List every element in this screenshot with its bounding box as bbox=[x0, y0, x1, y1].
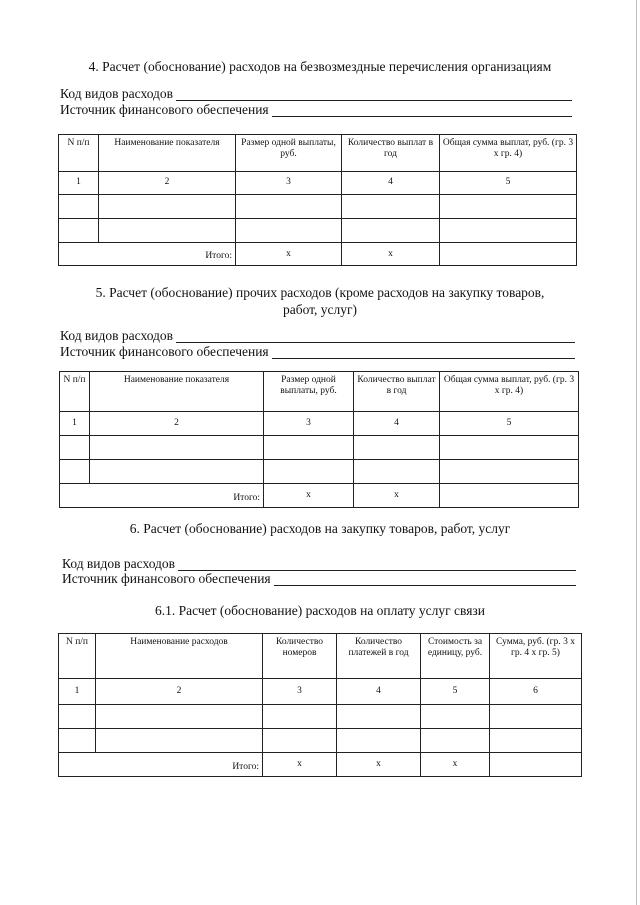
column-number: 4 bbox=[342, 172, 440, 195]
table-cell[interactable] bbox=[337, 729, 421, 753]
section6-code-label: Код видов расходов bbox=[62, 556, 176, 571]
section4-title: 4. Расчет (обоснование) расходов на безвозмездные перечисления организациям bbox=[88, 59, 552, 74]
table-cell[interactable] bbox=[60, 460, 90, 484]
table-cell[interactable] bbox=[342, 195, 440, 219]
table-row bbox=[59, 195, 577, 219]
header-cell: Размер одной выплаты, руб. bbox=[264, 372, 354, 412]
column-number: 1 bbox=[59, 679, 96, 705]
table-cell[interactable] bbox=[96, 705, 263, 729]
table-cell[interactable] bbox=[440, 460, 579, 484]
x-mark: х bbox=[263, 753, 337, 777]
page-edge-line bbox=[636, 0, 637, 905]
column-number: 4 bbox=[337, 679, 421, 705]
table-total-row bbox=[59, 753, 582, 777]
table-cell[interactable] bbox=[342, 219, 440, 243]
header-cell: Сумма, руб. (гр. 3 х гр. 4 х гр. 5) bbox=[490, 634, 582, 679]
table-cell[interactable] bbox=[440, 243, 577, 266]
section6-source-label: Источник финансового обеспечения bbox=[62, 571, 271, 586]
column-number: 5 bbox=[440, 172, 577, 195]
section4-source-field bbox=[60, 102, 572, 117]
x-mark: х bbox=[421, 753, 490, 777]
table-cell[interactable] bbox=[490, 729, 582, 753]
section61-title: 6.1. Расчет (обоснование) расходов на оплату услуг связи bbox=[155, 603, 485, 618]
table-cell[interactable] bbox=[354, 460, 440, 484]
table-header-row bbox=[60, 372, 579, 412]
section6-code-line[interactable] bbox=[178, 558, 576, 571]
column-number: 5 bbox=[440, 412, 579, 436]
total-label: Итого: bbox=[60, 484, 264, 508]
table-total-row bbox=[59, 243, 577, 266]
table-cell[interactable] bbox=[354, 436, 440, 460]
section5-code-line[interactable] bbox=[176, 330, 575, 343]
x-mark: х bbox=[337, 753, 421, 777]
header-cell: Наименование показателя bbox=[99, 135, 236, 172]
header-cell: N п/п bbox=[60, 372, 90, 412]
table-cell[interactable] bbox=[440, 219, 577, 243]
table-cell[interactable] bbox=[59, 195, 99, 219]
column-number: 2 bbox=[90, 412, 264, 436]
table-cell[interactable] bbox=[421, 729, 490, 753]
header-cell: Количество номеров bbox=[263, 634, 337, 679]
column-number: 3 bbox=[263, 679, 337, 705]
header-cell: Общая сумма выплат, руб. (гр. 3 х гр. 4) bbox=[440, 135, 577, 172]
section5-title: 5. Расчет (обоснование) прочих расходов (кроме расходов на закупку товаров, работ, услуг) bbox=[95, 285, 545, 317]
column-number: 2 bbox=[96, 679, 263, 705]
header-cell: Наименование показателя bbox=[90, 372, 264, 412]
table-total-row bbox=[60, 484, 579, 508]
table-row bbox=[59, 219, 577, 243]
header-cell: N п/п bbox=[59, 135, 99, 172]
table-number-row bbox=[59, 679, 582, 705]
section4-code-field bbox=[60, 86, 572, 101]
table-cell[interactable] bbox=[440, 436, 579, 460]
section61-table bbox=[58, 633, 582, 777]
section5-code-label: Код видов расходов bbox=[60, 328, 174, 343]
section5-code-field bbox=[60, 328, 575, 343]
table-row bbox=[59, 705, 582, 729]
table-cell[interactable] bbox=[59, 219, 99, 243]
column-number: 5 bbox=[421, 679, 490, 705]
table-cell[interactable] bbox=[490, 705, 582, 729]
total-label: Итого: bbox=[59, 753, 263, 777]
table-cell[interactable] bbox=[263, 729, 337, 753]
table-cell[interactable] bbox=[264, 460, 354, 484]
table-cell[interactable] bbox=[96, 729, 263, 753]
table-cell[interactable] bbox=[440, 195, 577, 219]
x-mark: х bbox=[264, 484, 354, 508]
header-cell: Размер одной выплаты, руб. bbox=[236, 135, 342, 172]
total-label: Итого: bbox=[59, 243, 236, 266]
table-cell[interactable] bbox=[440, 484, 579, 508]
table-cell[interactable] bbox=[236, 219, 342, 243]
header-cell: N п/п bbox=[59, 634, 96, 679]
table-header-row bbox=[59, 135, 577, 172]
section5-source-label: Источник финансового обеспечения bbox=[60, 344, 269, 359]
x-mark: х bbox=[236, 243, 342, 266]
section4-table bbox=[58, 134, 577, 266]
section6-title: 6. Расчет (обоснование) расходов на закупку товаров, работ, услуг bbox=[129, 521, 511, 536]
column-number: 4 bbox=[354, 412, 440, 436]
table-cell[interactable] bbox=[60, 436, 90, 460]
section5-table bbox=[59, 371, 579, 508]
header-cell: Наименование расходов bbox=[96, 634, 263, 679]
table-cell[interactable] bbox=[99, 195, 236, 219]
column-number: 3 bbox=[236, 172, 342, 195]
section4-source-line[interactable] bbox=[272, 104, 572, 117]
column-number: 6 bbox=[490, 679, 582, 705]
section4-code-label: Код видов расходов bbox=[60, 86, 174, 101]
column-number: 1 bbox=[59, 172, 99, 195]
x-mark: х bbox=[342, 243, 440, 266]
table-cell[interactable] bbox=[99, 219, 236, 243]
table-header-row bbox=[59, 634, 582, 679]
table-cell[interactable] bbox=[59, 705, 96, 729]
table-cell[interactable] bbox=[421, 705, 490, 729]
column-number: 2 bbox=[99, 172, 236, 195]
section6-code-field bbox=[62, 556, 576, 571]
header-cell: Количество платежей в год bbox=[337, 634, 421, 679]
header-cell: Количество выплат в год bbox=[354, 372, 440, 412]
table-cell[interactable] bbox=[90, 460, 264, 484]
header-cell: Стоимость за единицу, руб. bbox=[421, 634, 490, 679]
section5-source-field bbox=[60, 344, 575, 359]
table-cell[interactable] bbox=[490, 753, 582, 777]
table-cell[interactable] bbox=[337, 705, 421, 729]
table-row bbox=[60, 460, 579, 484]
column-number: 1 bbox=[60, 412, 90, 436]
section5-source-line[interactable] bbox=[272, 346, 575, 359]
table-cell[interactable] bbox=[263, 705, 337, 729]
section6-source-line[interactable] bbox=[274, 573, 576, 586]
section4-source-label: Источник финансового обеспечения bbox=[60, 102, 269, 117]
x-mark: х bbox=[354, 484, 440, 508]
table-row bbox=[59, 729, 582, 753]
table-number-row bbox=[60, 412, 579, 436]
table-number-row bbox=[59, 172, 577, 195]
header-cell: Количество выплат в год bbox=[342, 135, 440, 172]
column-number: 3 bbox=[264, 412, 354, 436]
table-cell[interactable] bbox=[236, 195, 342, 219]
header-cell: Общая сумма выплат, руб. (гр. 3 х гр. 4) bbox=[440, 372, 579, 412]
table-cell[interactable] bbox=[264, 436, 354, 460]
section6-source-field bbox=[62, 571, 576, 586]
table-cell[interactable] bbox=[90, 436, 264, 460]
table-cell[interactable] bbox=[59, 729, 96, 753]
section4-code-line[interactable] bbox=[176, 88, 572, 101]
table-row bbox=[60, 436, 579, 460]
